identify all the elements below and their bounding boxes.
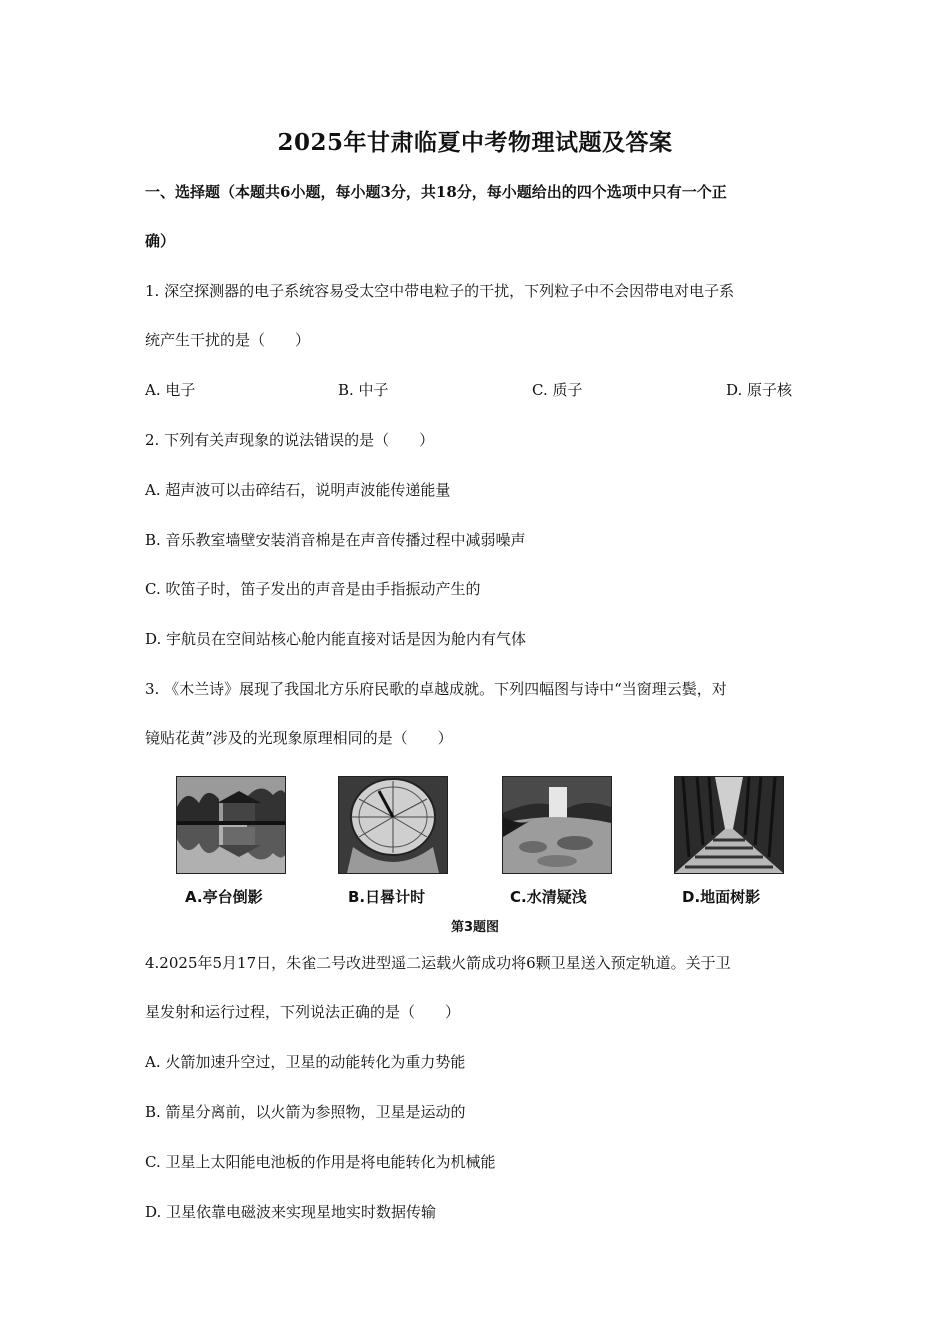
q1-option-a: A. 电子 bbox=[145, 381, 196, 399]
q2-option-a: A. 超声波可以击碎结石，说明声波能传递能量 bbox=[145, 481, 451, 499]
tree-shadow-image bbox=[674, 776, 784, 874]
q1-stem-line1: 1. 深空探测器的电子系统容易受太空中带电粒子的干扰，下列粒子中不会因带电对电子系 bbox=[145, 282, 735, 300]
pavilion-reflection-image bbox=[176, 776, 286, 874]
section-heading-line1: 一、选择题（本题共6小题，每小题3分，共18分，每小题给出的四个选项中只有一个正 bbox=[145, 183, 727, 201]
q1-option-b: B. 中子 bbox=[338, 381, 389, 399]
q1-stem-line2: 统产生干扰的是（ ） bbox=[145, 331, 311, 349]
q3-stem-line2: 镜贴花黄”涉及的光现象原理相同的是（ ） bbox=[145, 729, 453, 747]
q3-caption-b: B.日晷计时 bbox=[348, 888, 426, 906]
q3-figure-row bbox=[170, 776, 790, 876]
q4-option-a: A. 火箭加速升空过，卫星的动能转化为重力势能 bbox=[145, 1053, 466, 1071]
section-heading-line2: 确） bbox=[145, 232, 176, 250]
q3-caption-d: D.地面树影 bbox=[682, 888, 761, 906]
q3-figure-caption: 第3题图 bbox=[450, 920, 500, 935]
q4-option-b: B. 箭星分离前，以火箭为参照物，卫星是运动的 bbox=[145, 1103, 466, 1121]
q4-option-c: C. 卫星上太阳能电池板的作用是将电能转化为机械能 bbox=[145, 1153, 496, 1171]
sundial-image bbox=[338, 776, 448, 874]
q2-stem: 2. 下列有关声现象的说法错误的是（ ） bbox=[145, 431, 435, 449]
clear-water-image bbox=[502, 776, 612, 874]
q3-caption-a: A.亭台倒影 bbox=[185, 888, 263, 906]
q2-option-d: D. 宇航员在空间站核心舱内能直接对话是因为舱内有气体 bbox=[145, 630, 527, 648]
q2-option-c: C. 吹笛子时，笛子发出的声音是由手指振动产生的 bbox=[145, 580, 481, 598]
q1-option-d: D. 原子核 bbox=[726, 381, 793, 399]
q1-option-c: C. 质子 bbox=[532, 381, 583, 399]
q4-option-d: D. 卫星依靠电磁波来实现星地实时数据传输 bbox=[145, 1203, 437, 1221]
document-title: 2025年甘肃临夏中考物理试题及答案 bbox=[277, 129, 673, 156]
q4-stem-line1: 4.2025年5月17日，朱雀二号改进型遥二运载火箭成功将6颗卫星送入预定轨道。关于卫 bbox=[145, 954, 731, 972]
q3-stem-line1: 3. 《木兰诗》展现了我国北方乐府民歌的卓越成就。下列四幅图与诗中“当窗理云鬓，对 bbox=[145, 680, 727, 698]
q4-stem-line2: 星发射和运行过程，下列说法正确的是（ ） bbox=[145, 1003, 461, 1021]
q2-option-b: B. 音乐教室墙壁安装消音棉是在声音传播过程中减弱噪声 bbox=[145, 531, 526, 549]
q3-caption-c: C.水清疑浅 bbox=[510, 888, 587, 906]
